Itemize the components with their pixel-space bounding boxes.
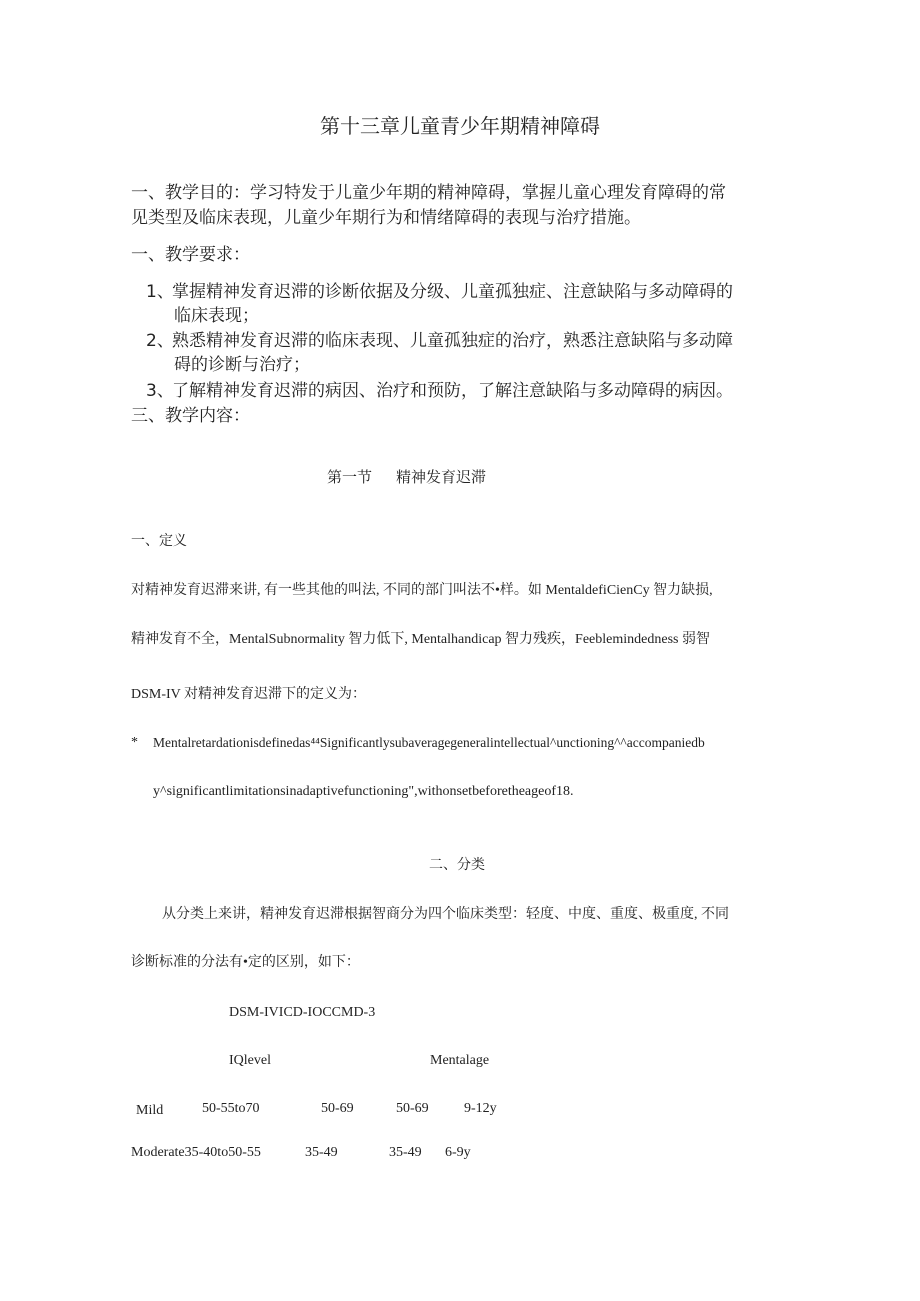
row-dsm: 50-55to70	[202, 1101, 260, 1116]
definition-heading: 一、定义	[131, 534, 187, 549]
table-header-systems: DSM-IVICD-IOCCMD-3	[229, 1005, 376, 1020]
definition-line-1: 对精神发育迟滞来讲, 有一些其他的叫法, 不同的部门叫法不•样。如 MentaldefiCienCy 智力缺损,	[131, 583, 713, 598]
requirement-item-1-cont: 临床表现；	[174, 306, 259, 326]
definition-line-3: DSM-IV 对精神发育迟滞下的定义为：	[131, 687, 367, 702]
section-name: 精神发育迟滞	[396, 470, 487, 486]
classification-line-1: 从分类上来讲，精神发育迟滞根据智商分为四个临床类型：轻度、中度、重度、极重度, 不同	[162, 907, 729, 922]
requirement-text: 了解精神发育迟滞的病因、治疗和预防，了解注意缺陷与多动障碍的病因。	[172, 381, 733, 401]
row-icd: 35-49	[305, 1145, 338, 1160]
table-header-iq: IQlevel	[229, 1053, 271, 1068]
section-number: 第一节	[327, 470, 373, 486]
objective-line-2: 见类型及临床表现，儿童少年期行为和情绪障碍的表现与治疗措施。	[131, 208, 641, 228]
row-ccmd: 35-49	[389, 1145, 422, 1160]
classification-heading: 二、分类	[429, 858, 485, 873]
requirement-item-1	[146, 280, 733, 305]
row-age: 9-12y	[464, 1101, 497, 1116]
requirement-item-2	[146, 329, 733, 354]
table-header-age: Mentalage	[430, 1053, 490, 1068]
requirements-heading: 一、教学要求：	[131, 245, 250, 265]
row-label: Mild	[136, 1103, 164, 1118]
row-age: 6-9y	[445, 1145, 471, 1160]
requirement-number: 1、	[146, 282, 174, 302]
row-ccmd: 50-69	[396, 1101, 429, 1116]
requirement-number: 3、	[146, 381, 174, 401]
chapter-title: 第十三章儿童青少年期精神障碍	[320, 114, 600, 138]
definition-quote-line-1: Mentalretardationisdefinedas⁴⁴Significantlysubaveragegeneralintellectual^unctioning^^accompaniedb	[153, 735, 705, 750]
quote-bullet: *	[131, 735, 138, 750]
classification-line-2: 诊断标准的分法有•定的区别，如下：	[131, 955, 360, 970]
requirement-item-2-cont: 碍的诊断与治疗；	[174, 355, 310, 375]
definition-quote-line-2: y^significantlimitationsinadaptivefunctioning",withonsetbeforetheageof18.	[153, 784, 574, 799]
requirement-text: 掌握精神发育迟滞的诊断依据及分级、儿童孤独症、注意缺陷与多动障碍的	[172, 282, 733, 302]
definition-line-2: 精神发育不全，MentalSubnormality 智力低下, Mentalhandicap 智力残疾，Feeblemindedness 弱智	[131, 632, 710, 647]
objective-line-1: 一、教学目的：学习特发于儿童少年期的精神障碍，掌握儿童心理发育障碍的常	[131, 183, 726, 203]
section-heading	[327, 466, 486, 487]
requirement-number: 2、	[146, 331, 174, 351]
row-icd: 50-69	[321, 1101, 354, 1116]
content-heading: 三、教学内容：	[131, 406, 250, 426]
requirement-item-3	[146, 379, 733, 404]
row-label: Moderate35-40to50-55	[131, 1145, 261, 1160]
requirement-text: 熟悉精神发育迟滞的临床表现、儿童孤独症的治疗，熟悉注意缺陷与多动障	[172, 331, 733, 351]
